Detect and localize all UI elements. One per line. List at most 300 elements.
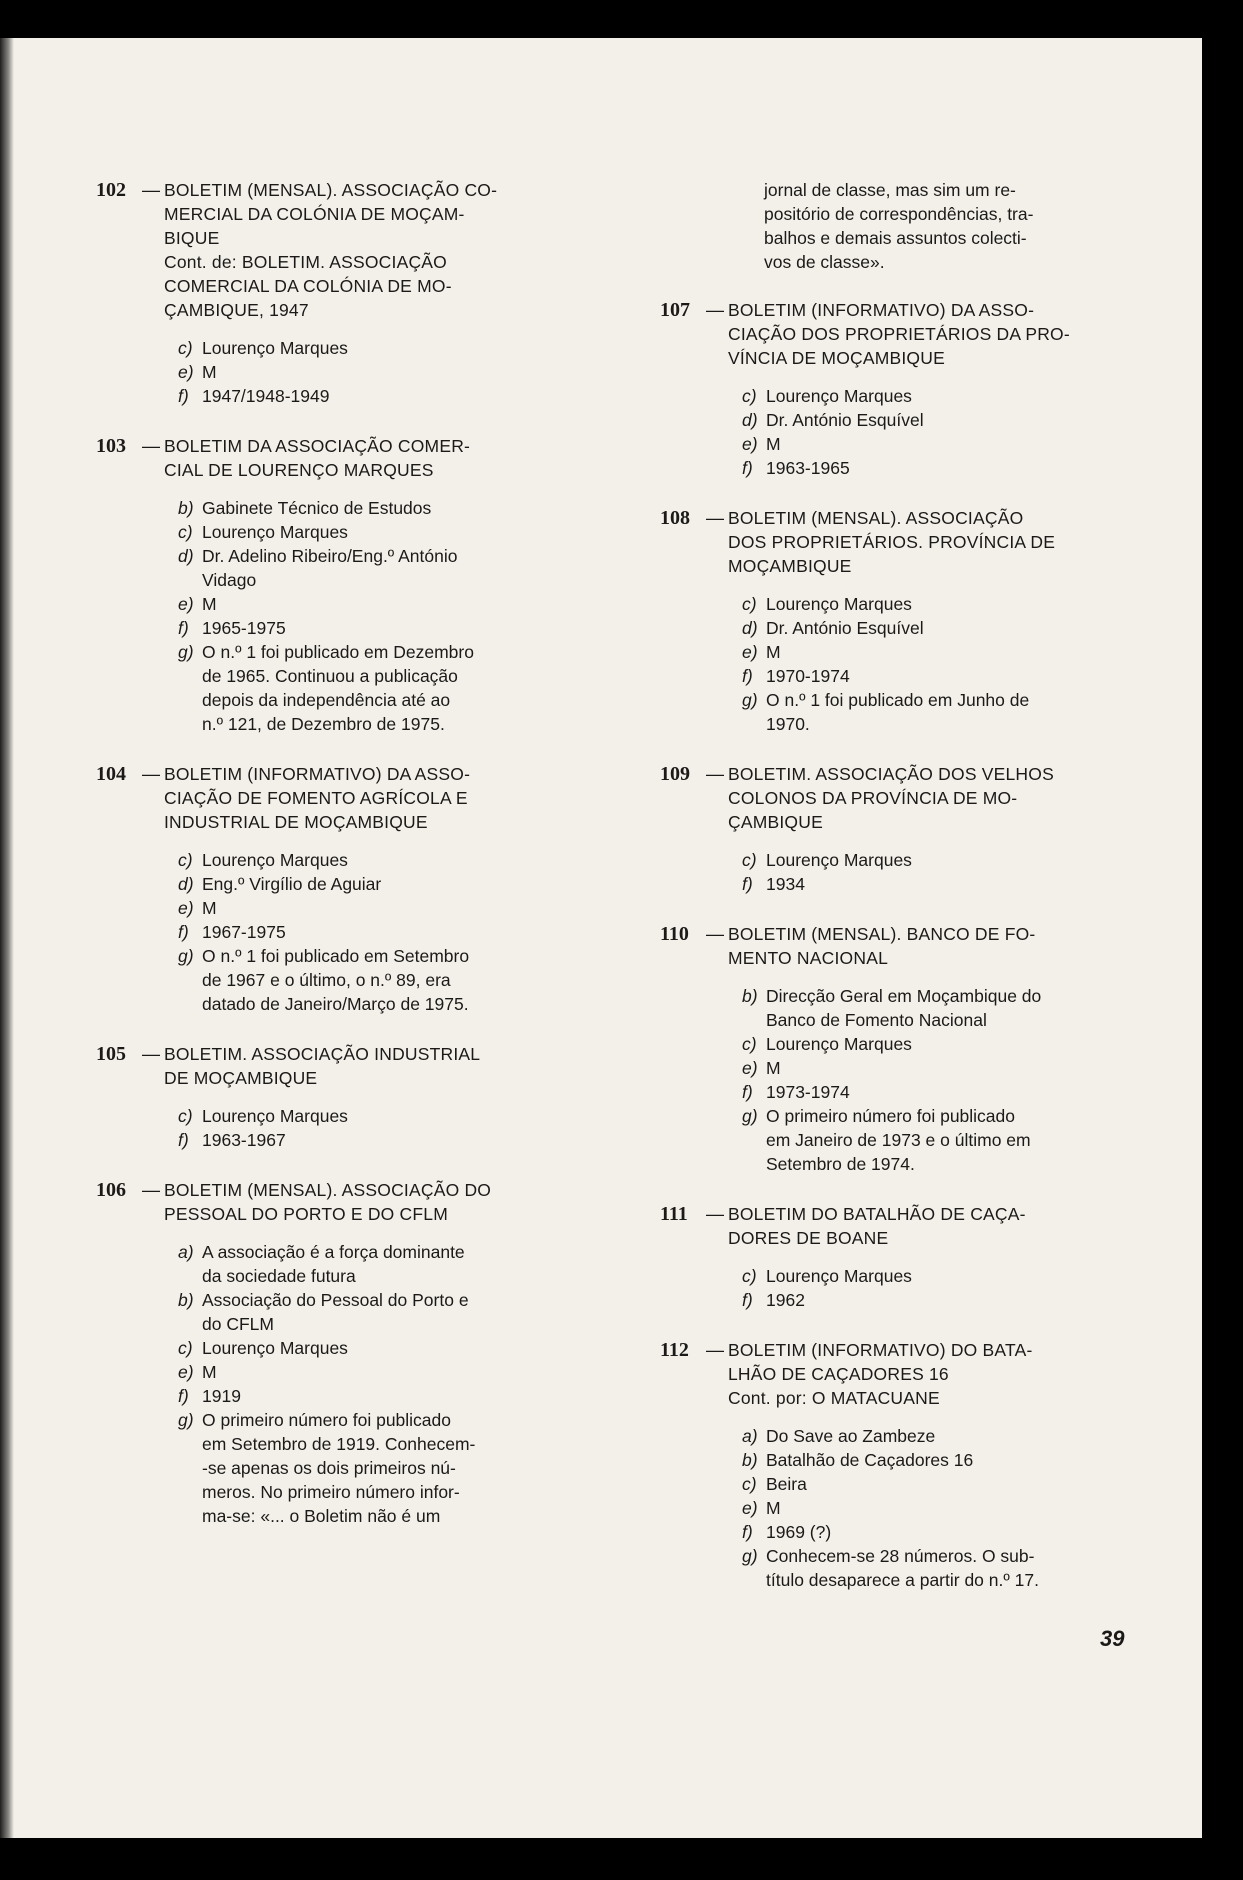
title-line: BIQUE bbox=[164, 228, 220, 248]
entry-fields bbox=[178, 848, 576, 1016]
entry-heading bbox=[96, 1178, 576, 1226]
field-key: c) bbox=[178, 338, 193, 358]
field-value bbox=[202, 920, 576, 944]
entry-fields bbox=[742, 1264, 1122, 1312]
entry-dash: — bbox=[142, 436, 160, 456]
field-line: O primeiro número foi publicado bbox=[202, 1410, 452, 1430]
field-line: Lourenço Marques bbox=[202, 850, 348, 870]
field-value bbox=[202, 616, 576, 640]
field-row bbox=[742, 432, 1122, 456]
entry-number: 104 bbox=[96, 763, 126, 785]
field-key: f) bbox=[178, 618, 189, 638]
field-line: Do Save ao Zambeze bbox=[766, 1426, 936, 1446]
field-row bbox=[178, 944, 576, 1016]
title-line: DORES DE BOANE bbox=[728, 1228, 889, 1248]
continued-line: balhos e demais assuntos colecti- bbox=[764, 228, 1027, 248]
field-value bbox=[202, 1240, 576, 1288]
entry-dash: — bbox=[706, 764, 724, 784]
entry-title bbox=[164, 1178, 576, 1226]
field-line: O n.º 1 foi publicado em Setembro bbox=[202, 946, 470, 966]
field-row bbox=[742, 1472, 1122, 1496]
field-row bbox=[742, 1032, 1122, 1056]
field-line: da sociedade futura bbox=[202, 1266, 356, 1286]
field-value bbox=[766, 1080, 1122, 1104]
field-line: O n.º 1 foi publicado em Junho de bbox=[766, 690, 1030, 710]
field-row bbox=[178, 1384, 576, 1408]
entry-number: 107 bbox=[660, 299, 690, 321]
field-value bbox=[766, 872, 1122, 896]
field-line: Beira bbox=[766, 1474, 807, 1494]
field-value bbox=[202, 872, 576, 896]
entry-number: 109 bbox=[660, 763, 690, 785]
continued-line: vos de classe». bbox=[764, 252, 885, 272]
field-row bbox=[742, 456, 1122, 480]
field-line: A associação é a força dominante bbox=[202, 1242, 465, 1262]
field-line: M bbox=[202, 594, 217, 614]
entry-dash: — bbox=[706, 1204, 724, 1224]
field-row bbox=[178, 896, 576, 920]
field-line: 1947/1948-1949 bbox=[202, 386, 330, 406]
continuation-note: ÇAMBIQUE, 1947 bbox=[164, 300, 309, 320]
title-line: INDUSTRIAL DE MOÇAMBIQUE bbox=[164, 812, 428, 832]
field-key: c) bbox=[742, 386, 757, 406]
field-line: n.º 121, de Dezembro de 1975. bbox=[202, 714, 445, 734]
field-line: Lourenço Marques bbox=[202, 522, 348, 542]
field-row bbox=[178, 592, 576, 616]
field-line: depois da independência até ao bbox=[202, 690, 451, 710]
field-value bbox=[202, 520, 576, 544]
field-line: M bbox=[766, 642, 781, 662]
continued-text bbox=[764, 178, 1122, 274]
continued-line: jornal de classe, mas sim um re- bbox=[764, 180, 1016, 200]
field-key: e) bbox=[178, 1362, 194, 1382]
field-line: Lourenço Marques bbox=[202, 338, 348, 358]
field-row bbox=[178, 1128, 576, 1152]
field-row bbox=[178, 1408, 576, 1528]
field-line: de 1967 e o último, o n.º 89, era bbox=[202, 970, 451, 990]
catalog-entry bbox=[660, 1338, 1122, 1592]
field-value bbox=[202, 1384, 576, 1408]
field-value bbox=[202, 1288, 576, 1336]
field-key: d) bbox=[178, 546, 194, 566]
entry-title bbox=[728, 506, 1122, 578]
field-row bbox=[742, 1104, 1122, 1176]
field-value bbox=[766, 664, 1122, 688]
field-key: f) bbox=[178, 1130, 189, 1150]
field-value bbox=[766, 1496, 1122, 1520]
field-value bbox=[766, 1520, 1122, 1544]
field-value bbox=[202, 944, 576, 1016]
field-row bbox=[742, 616, 1122, 640]
field-line: datado de Janeiro/Março de 1975. bbox=[202, 994, 469, 1014]
field-key: b) bbox=[742, 1450, 758, 1470]
field-row bbox=[742, 640, 1122, 664]
entry-number: 108 bbox=[660, 507, 690, 529]
field-value bbox=[766, 384, 1122, 408]
field-row bbox=[742, 664, 1122, 688]
title-line: MENTO NACIONAL bbox=[728, 948, 889, 968]
field-value bbox=[202, 360, 576, 384]
field-line: Direcção Geral em Moçambique do bbox=[766, 986, 1042, 1006]
field-value bbox=[766, 1424, 1122, 1448]
field-key: g) bbox=[742, 690, 758, 710]
field-row bbox=[178, 544, 576, 592]
field-line: Lourenço Marques bbox=[766, 1266, 912, 1286]
title-line: BOLETIM (MENSAL). ASSOCIAÇÃO CO- bbox=[164, 180, 498, 200]
field-line: Lourenço Marques bbox=[766, 386, 912, 406]
title-line: DOS PROPRIETÁRIOS. PROVÍNCIA DE bbox=[728, 532, 1056, 552]
entry-number: 112 bbox=[660, 1339, 689, 1361]
field-line: M bbox=[766, 434, 781, 454]
field-value bbox=[202, 544, 576, 592]
field-key: e) bbox=[742, 1498, 758, 1518]
field-value bbox=[766, 1032, 1122, 1056]
field-row bbox=[178, 872, 576, 896]
field-value bbox=[202, 1360, 576, 1384]
field-line: 1934 bbox=[766, 874, 805, 894]
entry-heading bbox=[660, 506, 1122, 578]
field-row bbox=[178, 848, 576, 872]
field-line: 1969 (?) bbox=[766, 1522, 832, 1542]
continued-line: positório de correspondências, tra- bbox=[764, 204, 1034, 224]
field-value bbox=[766, 1104, 1122, 1176]
field-line: -se apenas os dois primeiros nú- bbox=[202, 1458, 456, 1478]
entry-fields bbox=[742, 984, 1122, 1176]
entry-title bbox=[728, 1202, 1122, 1250]
entry-heading bbox=[660, 1202, 1122, 1250]
field-line: 1919 bbox=[202, 1386, 241, 1406]
entry-heading bbox=[660, 762, 1122, 834]
field-row bbox=[742, 384, 1122, 408]
field-line: Gabinete Técnico de Estudos bbox=[202, 498, 432, 518]
field-key: f) bbox=[742, 874, 753, 894]
field-line: em Janeiro de 1973 e o último em bbox=[766, 1130, 1031, 1150]
field-line: M bbox=[766, 1058, 781, 1078]
title-line: MERCIAL DA COLÓNIA DE MOÇAM- bbox=[164, 204, 465, 224]
field-key: e) bbox=[178, 362, 194, 382]
entry-number: 105 bbox=[96, 1043, 126, 1065]
field-row bbox=[178, 1104, 576, 1128]
field-value bbox=[766, 1544, 1122, 1592]
entry-fields bbox=[178, 336, 576, 408]
field-row bbox=[178, 384, 576, 408]
field-row bbox=[742, 1520, 1122, 1544]
catalog-entry bbox=[660, 922, 1122, 1176]
entry-fields bbox=[178, 1104, 576, 1152]
field-value bbox=[202, 336, 576, 360]
field-key: e) bbox=[742, 642, 758, 662]
field-key: g) bbox=[178, 642, 194, 662]
title-line: BOLETIM (MENSAL). ASSOCIAÇÃO bbox=[728, 508, 1024, 528]
field-value bbox=[766, 848, 1122, 872]
field-line: Lourenço Marques bbox=[766, 1034, 912, 1054]
title-line: LHÃO DE CAÇADORES 16 bbox=[728, 1364, 949, 1384]
title-line: CIAÇÃO DE FOMENTO AGRÍCOLA E bbox=[164, 788, 468, 808]
field-row bbox=[742, 688, 1122, 736]
title-line: BOLETIM DO BATALHÃO DE CAÇA- bbox=[728, 1204, 1026, 1224]
entry-dash: — bbox=[706, 508, 724, 528]
entry-heading bbox=[96, 434, 576, 482]
entry-title bbox=[728, 922, 1122, 970]
catalog-entry bbox=[96, 1178, 576, 1528]
catalog-entry bbox=[96, 178, 576, 408]
field-key: f) bbox=[742, 458, 753, 478]
field-value bbox=[202, 896, 576, 920]
field-row bbox=[742, 1448, 1122, 1472]
entry-number: 102 bbox=[96, 179, 126, 201]
entry-number: 111 bbox=[660, 1203, 688, 1225]
entry-heading bbox=[96, 178, 576, 322]
catalog-entry bbox=[660, 762, 1122, 896]
entry-fields bbox=[742, 592, 1122, 736]
entry-title bbox=[164, 1042, 576, 1090]
field-line: título desaparece a partir do n.º 17. bbox=[766, 1570, 1039, 1590]
field-line: ma-se: «... o Boletim não é um bbox=[202, 1506, 441, 1526]
field-value bbox=[766, 1056, 1122, 1080]
field-value bbox=[202, 1408, 576, 1528]
field-key: c) bbox=[742, 850, 757, 870]
field-line: Lourenço Marques bbox=[766, 850, 912, 870]
field-value bbox=[202, 384, 576, 408]
field-key: a) bbox=[178, 1242, 194, 1262]
entry-heading bbox=[660, 298, 1122, 370]
entry-heading bbox=[96, 762, 576, 834]
entry-fields bbox=[742, 384, 1122, 480]
title-line: BOLETIM (INFORMATIVO) DA ASSO- bbox=[728, 300, 1035, 320]
book-page bbox=[0, 38, 1202, 1838]
field-line: M bbox=[202, 1362, 217, 1382]
field-line: Setembro de 1974. bbox=[766, 1154, 915, 1174]
title-line: BOLETIM (MENSAL). BANCO DE FO- bbox=[728, 924, 1036, 944]
entry-fields bbox=[742, 848, 1122, 896]
entry-title bbox=[728, 298, 1122, 370]
entry-fields bbox=[742, 1424, 1122, 1592]
entry-title bbox=[728, 762, 1122, 834]
field-value bbox=[766, 408, 1122, 432]
title-line: BOLETIM. ASSOCIAÇÃO INDUSTRIAL bbox=[164, 1044, 481, 1064]
field-key: c) bbox=[742, 1034, 757, 1054]
catalog-entry bbox=[660, 506, 1122, 736]
entry-dash: — bbox=[142, 1180, 160, 1200]
title-line: ÇAMBIQUE bbox=[728, 812, 823, 832]
field-value bbox=[202, 496, 576, 520]
entry-fields bbox=[178, 1240, 576, 1528]
field-value bbox=[766, 432, 1122, 456]
field-line: Conhecem-se 28 números. O sub- bbox=[766, 1546, 1035, 1566]
field-row bbox=[742, 1056, 1122, 1080]
field-key: c) bbox=[742, 594, 757, 614]
field-key: f) bbox=[742, 1082, 753, 1102]
catalog-entry bbox=[96, 1042, 576, 1152]
field-line: Associação do Pessoal do Porto e bbox=[202, 1290, 469, 1310]
field-key: c) bbox=[178, 1106, 193, 1126]
field-line: M bbox=[202, 898, 217, 918]
catalog-entry bbox=[96, 434, 576, 736]
field-key: f) bbox=[178, 386, 189, 406]
title-line: BOLETIM. ASSOCIAÇÃO DOS VELHOS bbox=[728, 764, 1054, 784]
right-column bbox=[660, 178, 1122, 1618]
field-key: e) bbox=[742, 1058, 758, 1078]
field-value bbox=[766, 1288, 1122, 1312]
title-line: DE MOÇAMBIQUE bbox=[164, 1068, 318, 1088]
field-value bbox=[202, 1128, 576, 1152]
entry-dash: — bbox=[706, 1340, 724, 1360]
field-key: d) bbox=[742, 618, 758, 638]
field-row bbox=[178, 640, 576, 736]
entry-dash: — bbox=[706, 924, 724, 944]
field-row bbox=[742, 1424, 1122, 1448]
title-line: VÍNCIA DE MOÇAMBIQUE bbox=[728, 348, 945, 368]
entry-heading bbox=[660, 922, 1122, 970]
field-line: Eng.º Virgílio de Aguiar bbox=[202, 874, 382, 894]
field-line: em Setembro de 1919. Conhecem- bbox=[202, 1434, 476, 1454]
entry-dash: — bbox=[142, 764, 160, 784]
field-line: Dr. António Esquível bbox=[766, 410, 924, 430]
field-row bbox=[178, 1360, 576, 1384]
field-line: 1967-1975 bbox=[202, 922, 286, 942]
field-line: M bbox=[766, 1498, 781, 1518]
field-key: g) bbox=[742, 1106, 758, 1126]
field-row bbox=[178, 520, 576, 544]
field-key: e) bbox=[742, 434, 758, 454]
entry-number: 110 bbox=[660, 923, 689, 945]
field-value bbox=[202, 1104, 576, 1128]
entry-title bbox=[164, 762, 576, 834]
field-line: meros. No primeiro número infor- bbox=[202, 1482, 460, 1502]
field-line: 1963-1965 bbox=[766, 458, 850, 478]
title-line: COLONOS DA PROVÍNCIA DE MO- bbox=[728, 788, 1018, 808]
field-row bbox=[742, 1544, 1122, 1592]
field-line: O n.º 1 foi publicado em Dezembro bbox=[202, 642, 474, 662]
field-line: Dr. Adelino Ribeiro/Eng.º António bbox=[202, 546, 458, 566]
continuation-note: Cont. de: BOLETIM. ASSOCIAÇÃO bbox=[164, 252, 447, 272]
field-row bbox=[178, 360, 576, 384]
title-line: CIAL DE LOURENÇO MARQUES bbox=[164, 460, 434, 480]
entry-dash: — bbox=[706, 300, 724, 320]
continuation-note: COMERCIAL DA COLÓNIA DE MO- bbox=[164, 276, 452, 296]
field-line: Dr. António Esquível bbox=[766, 618, 924, 638]
field-row bbox=[742, 1080, 1122, 1104]
entry-title bbox=[728, 1338, 1122, 1410]
field-line: Lourenço Marques bbox=[202, 1338, 348, 1358]
field-row bbox=[742, 984, 1122, 1032]
field-key: g) bbox=[178, 1410, 194, 1430]
field-key: c) bbox=[742, 1266, 757, 1286]
field-value bbox=[766, 688, 1122, 736]
title-line: BOLETIM (INFORMATIVO) DA ASSO- bbox=[164, 764, 471, 784]
field-line: O primeiro número foi publicado bbox=[766, 1106, 1016, 1126]
field-line: Vidago bbox=[202, 570, 257, 590]
field-row bbox=[742, 1288, 1122, 1312]
entry-title bbox=[164, 434, 576, 482]
catalog-entry bbox=[660, 1202, 1122, 1312]
field-key: g) bbox=[742, 1546, 758, 1566]
continuation-note: Cont. por: O MATACUANE bbox=[728, 1388, 940, 1408]
page-number: 39 bbox=[1100, 1626, 1125, 1651]
entry-dash: — bbox=[142, 180, 160, 200]
field-line: 1973-1974 bbox=[766, 1082, 850, 1102]
field-row bbox=[742, 848, 1122, 872]
field-row bbox=[178, 1288, 576, 1336]
entry-dash: — bbox=[142, 1044, 160, 1064]
entry-title bbox=[164, 178, 576, 322]
field-key: b) bbox=[178, 1290, 194, 1310]
entry-fields bbox=[178, 496, 576, 736]
entry-heading bbox=[660, 1338, 1122, 1410]
field-key: d) bbox=[742, 410, 758, 430]
field-key: d) bbox=[178, 874, 194, 894]
field-line: 1962 bbox=[766, 1290, 805, 1310]
field-row bbox=[742, 1496, 1122, 1520]
field-row bbox=[178, 920, 576, 944]
field-row bbox=[178, 496, 576, 520]
field-key: e) bbox=[178, 898, 194, 918]
field-key: f) bbox=[178, 1386, 189, 1406]
field-value bbox=[766, 1264, 1122, 1288]
field-key: a) bbox=[742, 1426, 758, 1446]
field-value bbox=[766, 456, 1122, 480]
title-line: BOLETIM DA ASSOCIAÇÃO COMER- bbox=[164, 436, 471, 456]
field-key: f) bbox=[742, 1522, 753, 1542]
field-row bbox=[742, 872, 1122, 896]
field-line: 1970-1974 bbox=[766, 666, 850, 686]
title-line: BOLETIM (MENSAL). ASSOCIAÇÃO DO bbox=[164, 1180, 492, 1200]
entry-number: 106 bbox=[96, 1179, 126, 1201]
field-key: b) bbox=[178, 498, 194, 518]
field-row bbox=[742, 408, 1122, 432]
catalog-entry bbox=[96, 762, 576, 1016]
field-key: f) bbox=[742, 666, 753, 686]
catalog-entry bbox=[660, 298, 1122, 480]
field-key: f) bbox=[742, 1290, 753, 1310]
field-row bbox=[178, 1336, 576, 1360]
field-row bbox=[178, 1240, 576, 1288]
field-value bbox=[766, 592, 1122, 616]
field-key: f) bbox=[178, 922, 189, 942]
field-line: 1970. bbox=[766, 714, 810, 734]
field-value bbox=[202, 640, 576, 736]
entry-number: 103 bbox=[96, 435, 126, 457]
field-value bbox=[202, 1336, 576, 1360]
field-row bbox=[742, 592, 1122, 616]
field-line: Banco de Fomento Nacional bbox=[766, 1010, 987, 1030]
field-value bbox=[766, 1472, 1122, 1496]
field-value bbox=[766, 1448, 1122, 1472]
field-row bbox=[178, 336, 576, 360]
title-line: CIAÇÃO DOS PROPRIETÁRIOS DA PRO- bbox=[728, 324, 1070, 344]
field-key: e) bbox=[178, 594, 194, 614]
field-line: Lourenço Marques bbox=[766, 594, 912, 614]
field-line: Batalhão de Caçadores 16 bbox=[766, 1450, 974, 1470]
field-value bbox=[766, 616, 1122, 640]
field-key: c) bbox=[178, 850, 193, 870]
entry-heading bbox=[96, 1042, 576, 1090]
field-value bbox=[202, 848, 576, 872]
field-line: 1963-1967 bbox=[202, 1130, 286, 1150]
field-line: de 1965. Continuou a publicação bbox=[202, 666, 458, 686]
field-line: 1965-1975 bbox=[202, 618, 286, 638]
field-row bbox=[742, 1264, 1122, 1288]
field-line: Lourenço Marques bbox=[202, 1106, 348, 1126]
title-line: PESSOAL DO PORTO E DO CFLM bbox=[164, 1204, 448, 1224]
field-key: c) bbox=[742, 1474, 757, 1494]
field-key: g) bbox=[178, 946, 194, 966]
field-value bbox=[202, 592, 576, 616]
field-row bbox=[178, 616, 576, 640]
field-line: M bbox=[202, 362, 217, 382]
title-line: MOÇAMBIQUE bbox=[728, 556, 852, 576]
field-value bbox=[766, 984, 1122, 1032]
